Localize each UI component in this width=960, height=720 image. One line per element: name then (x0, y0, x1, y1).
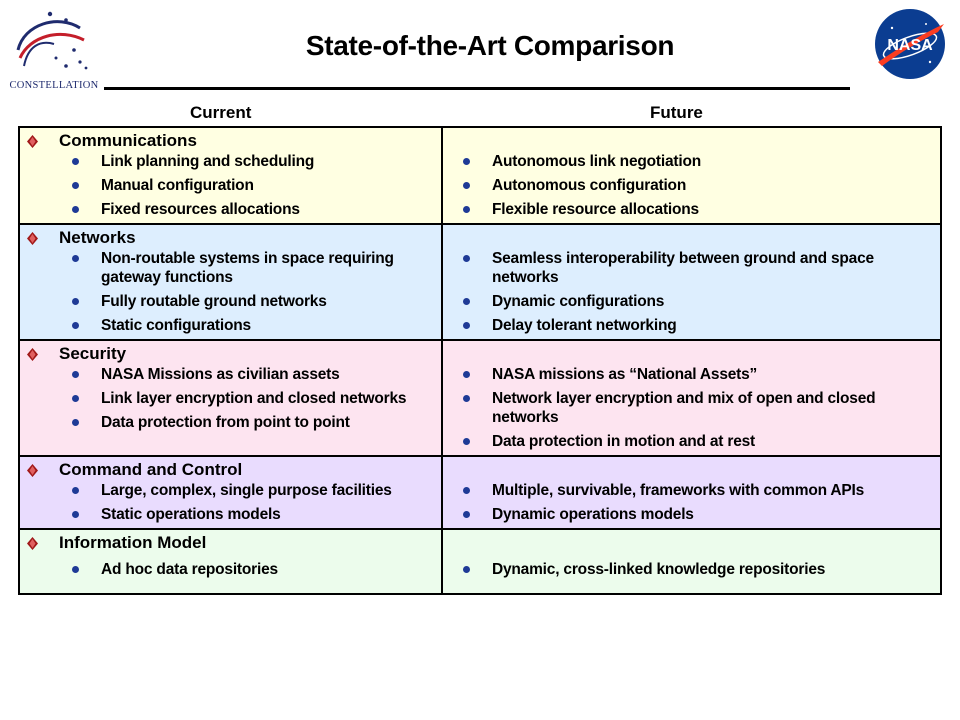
current-cell (20, 225, 443, 339)
section-row (20, 223, 940, 339)
round-bullet-icon (72, 206, 79, 213)
list-item-text: Autonomous configuration (492, 177, 687, 194)
current-list (20, 249, 441, 335)
list-item (20, 316, 441, 335)
list-item (443, 176, 942, 195)
list-item-text: NASA missions as “National Assets” (492, 366, 758, 383)
round-bullet-icon (72, 419, 79, 426)
list-item-text: Dynamic configurations (492, 293, 665, 310)
list-item-text: Multiple, survivable, frameworks with common APIs (492, 482, 865, 499)
list-item (443, 292, 942, 311)
list-item-text: Flexible resource allocations (492, 201, 699, 218)
section-heading (20, 532, 441, 554)
round-bullet-icon (463, 298, 470, 305)
current-list (20, 152, 441, 219)
round-bullet-icon (72, 182, 79, 189)
diamond-bullet-icon (25, 537, 39, 550)
round-bullet-icon (72, 322, 79, 329)
list-item (20, 249, 441, 287)
list-item (20, 292, 441, 311)
list-item (20, 365, 441, 384)
section-heading (20, 459, 441, 481)
future-list (443, 365, 942, 451)
section-heading-label: Security (59, 344, 127, 363)
list-item-text: Autonomous link negotiation (492, 153, 701, 170)
section-heading (20, 227, 441, 249)
list-item-text: Delay tolerant networking (492, 317, 677, 334)
round-bullet-icon (463, 371, 470, 378)
current-cell (20, 341, 443, 455)
list-item-text: Data protection from point to point (101, 414, 350, 431)
current-list (20, 365, 441, 432)
section-row (20, 455, 940, 528)
column-header-future: Future (650, 103, 703, 122)
list-item (20, 413, 441, 432)
list-item-text: Non-routable systems in space requiring gateway functions (101, 250, 394, 286)
list-item (20, 560, 441, 579)
list-item (443, 152, 942, 171)
future-cell (443, 128, 942, 223)
list-item-text: Data protection in motion and at rest (492, 433, 756, 450)
section-heading-label: Information Model (59, 533, 207, 552)
section-row (20, 128, 940, 223)
title-underline (104, 87, 850, 90)
round-bullet-icon (72, 511, 79, 518)
current-cell (20, 530, 443, 593)
section-row (20, 528, 940, 593)
list-item (443, 560, 942, 579)
list-item (443, 316, 942, 335)
section-heading (20, 343, 441, 365)
constellation-logo (4, 6, 104, 94)
future-list (443, 152, 942, 219)
column-header-current: Current (190, 103, 252, 122)
future-cell (443, 341, 942, 455)
list-item-text: Large, complex, single purpose facilities (101, 482, 392, 499)
future-cell (443, 530, 942, 593)
list-item (20, 481, 441, 500)
round-bullet-icon (72, 395, 79, 402)
future-cell (443, 457, 942, 528)
page-title: State-of-the-Art Comparison (305, 30, 675, 61)
nasa-logo-text: NASA (887, 37, 933, 54)
diamond-bullet-icon (25, 135, 39, 148)
list-item (443, 389, 942, 427)
round-bullet-icon (463, 158, 470, 165)
list-item-text: Static configurations (101, 317, 251, 334)
comparison-table (18, 126, 942, 595)
list-item-text: Link layer encryption and closed networks (101, 390, 407, 407)
round-bullet-icon (463, 487, 470, 494)
future-list (443, 249, 942, 335)
diamond-bullet-icon (25, 348, 39, 361)
current-cell (20, 128, 443, 223)
nasa-meatball-icon (872, 6, 948, 82)
constellation-logo-icon (10, 6, 96, 80)
list-item (443, 200, 942, 219)
future-list (443, 560, 942, 579)
current-list (20, 481, 441, 524)
list-item-text: Fixed resources allocations (101, 201, 300, 218)
list-item (443, 481, 942, 500)
round-bullet-icon (72, 566, 79, 573)
diamond-bullet-icon (25, 232, 39, 245)
round-bullet-icon (463, 395, 470, 402)
list-item-text: Network layer encryption and mix of open and closed networks (492, 390, 876, 426)
list-item-text: Dynamic, cross-linked knowledge repositories (492, 561, 826, 578)
list-item (443, 505, 942, 524)
list-item-text: Seamless interoperability between ground and space networks (492, 250, 874, 286)
section-heading-label: Communications (59, 131, 197, 150)
round-bullet-icon (72, 158, 79, 165)
list-item-text: Manual configuration (101, 177, 254, 194)
list-item-text: Ad hoc data repositories (101, 561, 278, 578)
list-item (20, 152, 441, 171)
nasa-logo (872, 6, 948, 82)
section-heading (20, 130, 441, 152)
round-bullet-icon (72, 298, 79, 305)
list-item-text: Fully routable ground networks (101, 293, 327, 310)
list-item-text: Link planning and scheduling (101, 153, 315, 170)
round-bullet-icon (72, 371, 79, 378)
future-list (443, 481, 942, 524)
list-item (20, 176, 441, 195)
diamond-bullet-icon (25, 464, 39, 477)
list-item-text: NASA Missions as civilian assets (101, 366, 340, 383)
round-bullet-icon (463, 255, 470, 262)
list-item (443, 432, 942, 451)
list-item (443, 365, 942, 384)
round-bullet-icon (463, 322, 470, 329)
section-heading-label: Command and Control (59, 460, 243, 479)
round-bullet-icon (463, 566, 470, 573)
round-bullet-icon (72, 487, 79, 494)
list-item-text: Dynamic operations models (492, 506, 694, 523)
round-bullet-icon (72, 255, 79, 262)
list-item (20, 389, 441, 408)
list-item (20, 200, 441, 219)
list-item (20, 505, 441, 524)
current-list (20, 560, 441, 579)
list-item-text: Static operations models (101, 506, 281, 523)
section-row (20, 339, 940, 455)
list-item (443, 249, 942, 287)
round-bullet-icon (463, 206, 470, 213)
current-cell (20, 457, 443, 528)
round-bullet-icon (463, 511, 470, 518)
section-heading-label: Networks (59, 228, 136, 247)
constellation-logo-text: CONSTELLATION (9, 80, 99, 91)
future-cell (443, 225, 942, 339)
round-bullet-icon (463, 438, 470, 445)
round-bullet-icon (463, 182, 470, 189)
